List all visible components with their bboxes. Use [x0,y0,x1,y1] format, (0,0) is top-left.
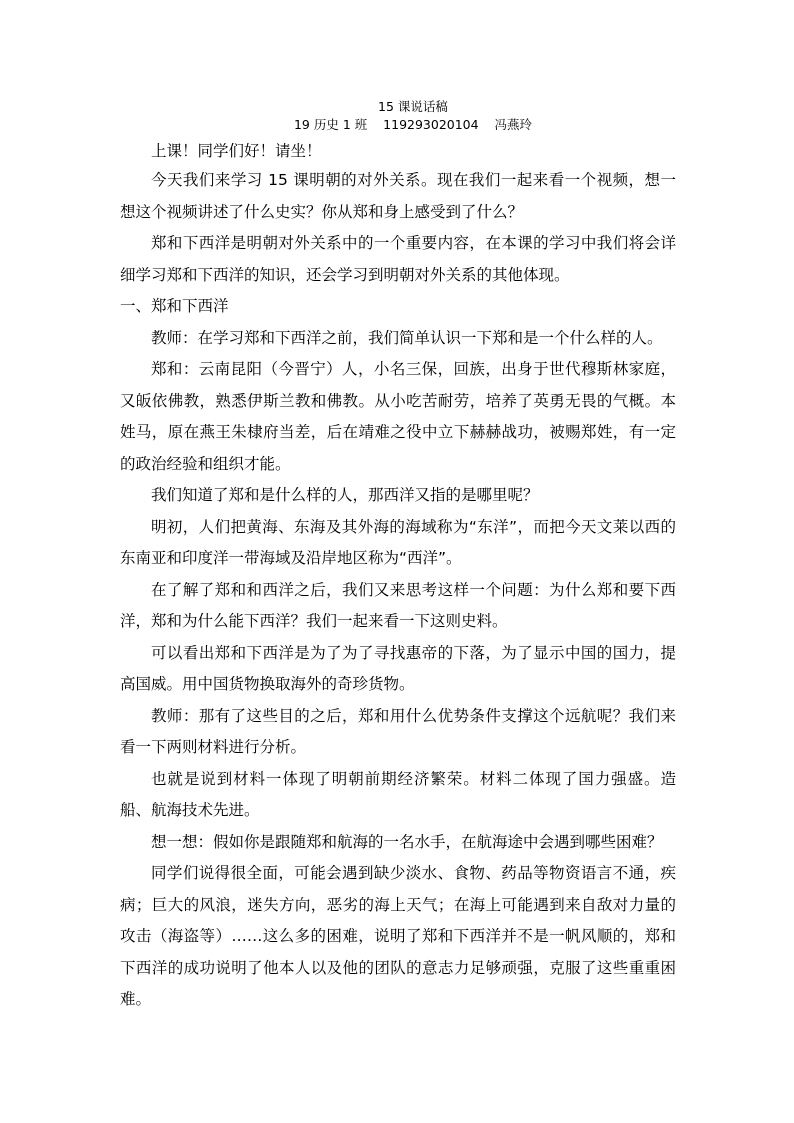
paragraph-why-question: 在了解了郑和和西洋之后，我们又来思考这样一个问题：为什么郑和要下西洋，郑和为什么能下西洋？我们一起来看一下这则史料。 [120,580,676,630]
paragraph-purpose: 可以看出郑和下西洋是为了为了寻找惠帝的下落，为了显示中国的国力，提高国威。用中国货物换取海外的奇珍货物。 [120,643,676,693]
paragraph-think: 想一想：假如你是跟随郑和航海的一名水手，在航海途中会遇到哪些困难？ [151,832,663,851]
paragraph-greeting: 上课！同学们好！请坐！ [151,142,322,160]
document-title: 15 课说话稿 [378,99,448,114]
paragraph-xiyang-question: 我们知道了郑和是什么样的人，那西洋又指的是哪里呢？ [151,486,539,504]
paragraph-teacher-2: 教师：那有了这些目的之后，郑和用什么优势条件支撑这个远航呢？我们来看一下两则材料进行分析。 [120,706,676,756]
section-heading: 一、郑和下西洋 [120,297,229,315]
paragraph-materials: 也就是说到材料一体现了明朝前期经济繁荣。材料二体现了国力强盛。造船、航海技术先进。 [120,769,676,819]
document-body [120,98,676,1016]
paragraph-xiyang-definition: 明初，人们把黄海、东海及其外海的海域称为“东洋”，而把今天文莱以西的东南亚和印度洋一带海域及沿岸地区称为“西洋”。 [120,517,676,567]
paragraph-zhenghe-bio: 郑和：云南昆阳（今晋宁）人，小名三保，回族，出身于世代穆斯林家庭，又皈依佛教，熟悉伊斯兰教和佛教。从小吃苦耐劳，培养了英勇无畏的气概。本姓马，原在燕王朱棣府当差，后在靖难之役中立下赫赫战功，被赐郑姓，有一定的政治经验和组织才能。 [120,360,676,473]
paragraph-overview: 郑和下西洋是明朝对外关系中的一个重要内容，在本课的学习中我们将会详细学习郑和下西洋的知识，还会学习到明朝对外关系的其他体现。 [120,234,676,284]
paragraph-teacher-1: 教师：在学习郑和下西洋之前，我们简单认识一下郑和是一个什么样的人。 [151,328,663,347]
paragraph-intro: 今天我们来学习 15 课明朝的对外关系。现在我们一起来看一个视频，想一想这个视频讲述了什么史实？你从郑和身上感受到了什么？ [120,171,676,221]
paragraph-difficulties: 同学们说得很全面，可能会遇到缺少淡水、食物、药品等物资语言不通，疾病；巨大的风浪，迷失方向，恶劣的海上天气；在海上可能遇到来自敌对力量的攻击（海盗等）……这么多的困难，说明了郑和下西洋并不是一帆风顺的，郑和下西洋的成功说明了他本人以及他的团队的意志力足够顽强，克服了这些重重困难。 [120,864,676,1008]
author-byline: 19 历史 1 班 119293020104 冯燕玲 [293,117,532,132]
